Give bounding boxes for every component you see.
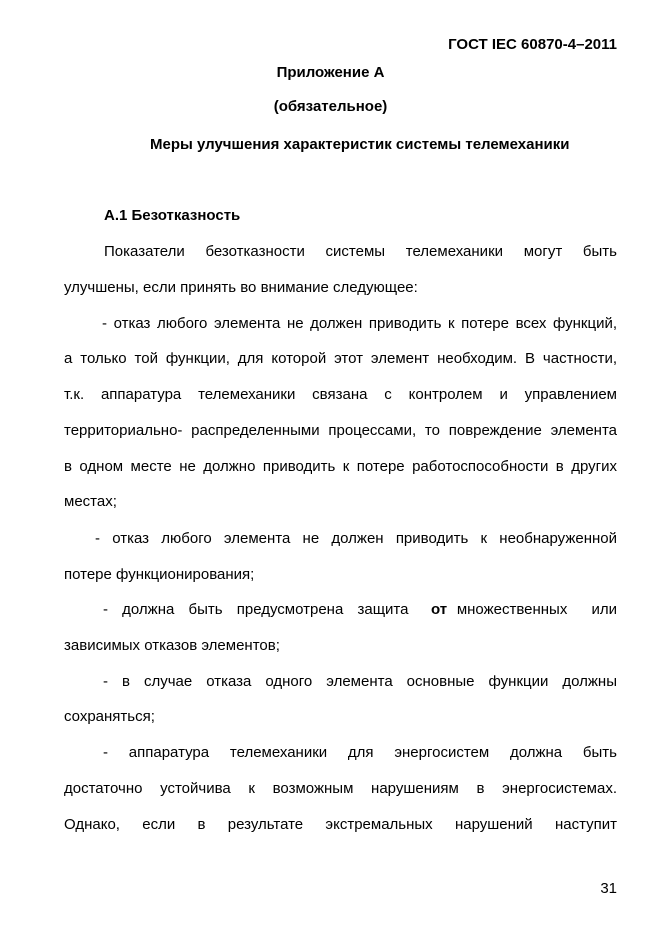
appendix-status: (обязательное) xyxy=(273,98,388,115)
body-line-emphasis: от xyxy=(431,601,448,618)
body-line: зависимых отказов элементов; xyxy=(64,637,280,654)
body-line: - в случае отказа одного элемента основные функции должны xyxy=(103,673,617,690)
body-line: Однако, если в результате экстремальных нарушений наступит xyxy=(64,816,617,833)
body-line: местах; xyxy=(64,493,117,510)
body-line: - отказ любого элемента не должен приводить к потере всех функций, xyxy=(102,315,617,332)
body-line: сохраняться; xyxy=(64,708,155,725)
body-line: потере функционирования; xyxy=(64,566,255,583)
body-line-part: - должна быть предусмотрена защита xyxy=(103,601,409,618)
body-line: в одном месте не должно приводить к потере работоспособности в других xyxy=(64,458,617,475)
body-line: - аппаратура телемеханики для энергосистем должна быть xyxy=(103,744,617,761)
page-number: 31 xyxy=(600,880,617,897)
body-line: территориально- распределенными процессами, то повреждение элемента xyxy=(64,422,617,439)
body-line: улучшены, если принять во внимание следующее: xyxy=(64,279,418,296)
body-line: - отказ любого элемента не должен приводить к необнаруженной xyxy=(95,530,617,547)
body-line: т.к. аппаратура телемеханики связана с контролем и управлением xyxy=(64,386,617,403)
body-line: Показатели безотказности системы телемеханики могут быть xyxy=(104,243,617,260)
document-code: ГОСТ IEC 60870-4–2011 xyxy=(448,36,617,53)
appendix-title: Приложение А xyxy=(276,64,385,81)
body-line: достаточно устойчива к возможным нарушениям в энергосистемах. xyxy=(64,780,617,797)
body-line: а только той функции, для которой этот элемент необходим. В частности, xyxy=(64,350,617,367)
appendix-heading: Меры улучшения характеристик системы телемеханики xyxy=(150,136,570,153)
section-heading: А.1 Безотказность xyxy=(104,207,241,224)
body-line-part: множественных или xyxy=(456,601,617,618)
